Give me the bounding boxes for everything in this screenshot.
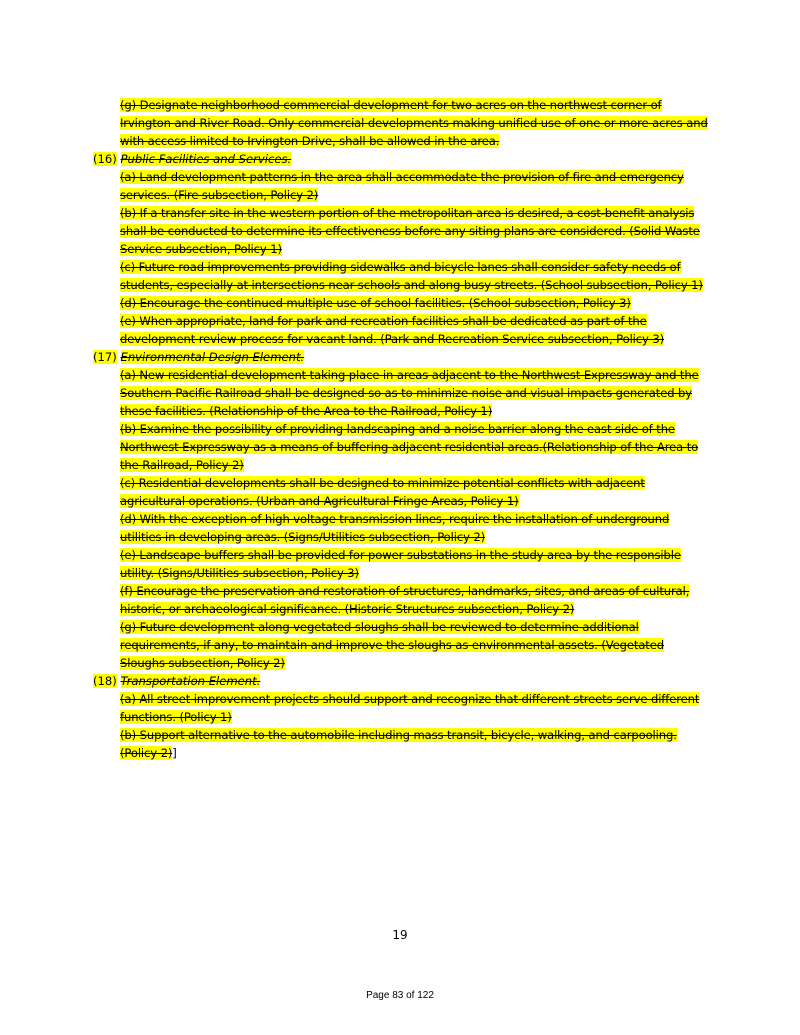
section-number: (16) [93,152,117,166]
struck-text: (c) Residential developments shall be designed to minimize potential conflicts with adjacent agricultural operations. (Urban and Agricultural Fringe Areas, Policy 1) [120,476,645,508]
item-17f [120,582,710,618]
item-16c [120,258,710,294]
page-number: 19 [392,928,408,942]
section-title: Public Facilities and Services. [120,152,292,166]
struck-text: (a) New residential development taking place in areas adjacent to the Northwest Expressway and the Southern Pacific Railroad shall be designed so as to minimize noise and visual impacts generated by these facilities. (Relationship of the Area to the Railroad, Policy 1) [120,368,699,418]
struck-text: (a) All street improvement projects should support and recognize that different streets serve different functions. (Policy 1) [120,692,700,724]
struck-text: (g) Future development along vegetated sloughs shall be reviewed to determine additional requirements, if any, to maintain and improve the sloughs as environmental assets. (Vegetated Sloughs subsection, Policy 2) [120,620,664,670]
page-footer: Page 83 of 122 [366,990,434,1001]
item-18b [120,726,710,762]
struck-text: (d) Encourage the continued multiple use of school facilities. (School subsection, Policy 3) [120,296,631,310]
struck-text: (a) Land development patterns in the area shall accommodate the provision of fire and emergency services. (Fire subsection, Policy 2) [120,170,684,202]
struck-text: (e) Landscape buffers shall be provided for power substations in the study area by the responsible utility. (Signs/Utilities subsection, Policy 3) [120,548,681,580]
item-17g [120,618,710,672]
item-16a [120,168,710,204]
item-17d [120,510,710,546]
struck-text: (b) If a transfer site in the western portion of the metropolitan area is desired, a cost-benefit analysis shall be conducted to determine its effectiveness before any siting plans are considered. (Solid Waste Service subsection, Policy 1) [120,206,700,256]
section-17-heading [93,348,800,366]
item-17b [120,420,710,474]
struck-text: (g) Designate neighborhood commercial development for two acres on the northwest corner of Irvington and River Road. Only commercial developments making unified use of one or more acres and with access limited to Irvington Drive, shall be allowed in the area. [120,98,708,148]
struck-text: (d) With the exception of high voltage transmission lines, require the installation of underground utilities in developing areas. (Signs/Utilities subsection, Policy 2) [120,512,670,544]
item-17a [120,366,710,420]
struck-text: (c) Future road improvements providing sidewalks and bicycle lanes shall consider safety needs of students, especially at intersections near schools and along busy streets. (School subsection, Policy 1) [120,260,703,292]
item-16b [120,204,710,258]
struck-text: (b) Support alternative to the automobile including mass transit, bicycle, walking, and carpooling. (Policy 2) [120,728,677,760]
item-17e [120,546,710,582]
item-18a [120,690,710,726]
section-number: (17) [93,350,117,364]
section-18-heading [93,672,800,690]
struck-text: (e) When appropriate, land for park and recreation facilities shall be dedicated as part of the development review process for vacant land. (Park and Recreation Service subsection, Policy 3) [120,314,664,346]
struck-text: (b) Examine the possibility of providing landscaping and a noise barrier along the east side of the Northwest Expressway as a means of buffering adjacent residential areas.(Relationship of the Area to the Railroad, Policy 2) [120,422,699,472]
section-title: Environmental Design Element. [120,350,305,364]
document-body [0,96,800,762]
section-number: (18) [93,674,117,688]
closing-bracket: ] [172,746,177,760]
item-16d [120,294,710,312]
item-16e [120,312,710,348]
item-17c [120,474,710,510]
section-16-heading [93,150,800,168]
paragraph-15g [120,96,710,150]
struck-text: (f) Encourage the preservation and restoration of structures, landmarks, sites, and areas of cultural, historic, or archaeological significance. (Historic Structures subsection, Policy 2) [120,584,690,616]
section-title: Transportation Element. [120,674,261,688]
